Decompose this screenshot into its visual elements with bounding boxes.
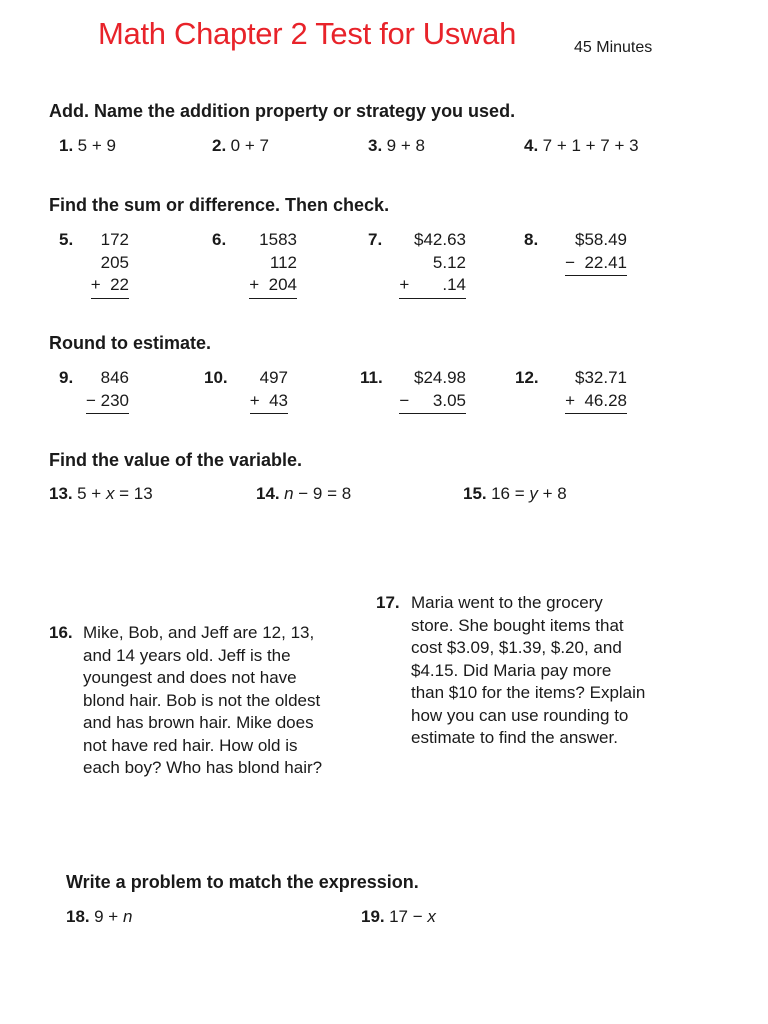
- operand: 172: [100, 230, 129, 249]
- operand: $32.71: [575, 368, 627, 387]
- operand: 112: [269, 252, 297, 272]
- problem-number: 4.: [524, 136, 539, 155]
- problem-8-stack: [565, 229, 627, 276]
- variable: x: [105, 484, 115, 503]
- problem-19: [361, 907, 436, 927]
- text-line: not have red hair. How old is: [83, 735, 298, 755]
- section-heading-write: Write a problem to match the expression.: [66, 872, 419, 892]
- expression-part: = 13: [114, 484, 153, 503]
- operand: $24.98: [414, 368, 466, 387]
- operand: $42.63: [414, 230, 466, 249]
- problem-expression: 9 + 8: [386, 136, 425, 155]
- section-heading-sum-difference: Find the sum or difference. Then check.: [49, 195, 390, 215]
- text-line: $4.15. Did Maria pay more: [411, 660, 612, 680]
- expression-part: 17 −: [389, 907, 428, 926]
- problem-number: 3.: [368, 136, 383, 155]
- operand: + 46.28: [565, 390, 627, 415]
- text-line: Mike, Bob, and Jeff are 12, 13,: [83, 623, 315, 642]
- problem-number: 15.: [463, 484, 487, 503]
- operand: 846: [100, 368, 129, 387]
- text-line: estimate to find the answer.: [411, 728, 618, 747]
- operand: − 3.05: [399, 390, 466, 415]
- operand: 497: [259, 368, 288, 387]
- section-heading-add: Add. Name the addition property or strategy you used.: [49, 101, 516, 121]
- problem-number: 19.: [361, 907, 385, 926]
- problem-12-stack: [565, 367, 627, 414]
- text-line: blond hair. Bob is not the oldest: [83, 690, 321, 710]
- problem-7-stack: [399, 229, 466, 299]
- operand: 5.12: [432, 252, 466, 272]
- problem-11-stack: [399, 367, 466, 414]
- problem-number: 13.: [49, 484, 73, 503]
- problem-number: 2.: [212, 136, 227, 155]
- problem-number-11: 11.: [360, 368, 383, 387]
- text-line: and has brown hair. Mike does: [83, 713, 314, 732]
- text-line: cost $3.09, $1.39, $.20, and: [411, 638, 622, 657]
- problem-15: [463, 484, 567, 504]
- problem-number-9: 9.: [59, 368, 74, 387]
- operand: − 230: [86, 390, 129, 415]
- problem-expression: 0 + 7: [230, 136, 269, 155]
- text-line: each boy? Who has blond hair?: [83, 758, 323, 777]
- problem-17-text: [411, 592, 645, 750]
- expression-part: + 8: [537, 484, 567, 503]
- problem-number-16: 16.: [49, 623, 73, 642]
- problem-number-8: 8.: [524, 230, 539, 249]
- operand: + .14: [399, 274, 466, 299]
- problem-expression: 5 + 9: [77, 136, 116, 155]
- text-line: Maria went to the grocery: [411, 593, 603, 612]
- expression-part: 5 +: [77, 484, 106, 503]
- problem-number-17: 17.: [376, 593, 400, 612]
- text-line: and 14 years old. Jeff is the: [83, 645, 291, 665]
- operand: + 43: [250, 390, 288, 415]
- problem-number-5: 5.: [59, 230, 74, 249]
- time-limit: 45 Minutes: [574, 39, 653, 56]
- operand: + 22: [91, 274, 129, 299]
- operand: + 204: [249, 274, 297, 299]
- expression-part: 9 +: [94, 907, 123, 926]
- problem-10-stack: [250, 367, 288, 414]
- variable: x: [427, 907, 436, 926]
- section-heading-variable: Find the value of the variable.: [49, 450, 303, 470]
- problem-number-12: 12.: [515, 368, 539, 387]
- problem-14: [256, 484, 351, 504]
- problem-number: 14.: [256, 484, 280, 503]
- problem-4: [524, 136, 639, 156]
- operand: 205: [100, 252, 129, 272]
- section-heading-round: Round to estimate.: [49, 333, 212, 353]
- variable: y: [529, 484, 538, 503]
- problem-13: [49, 484, 153, 504]
- problem-2: [212, 136, 269, 156]
- text-line: store. She bought items that: [411, 615, 624, 635]
- text-line: how you can use rounding to: [411, 705, 629, 725]
- problem-number-6: 6.: [212, 230, 227, 249]
- problem-1: [59, 136, 116, 156]
- problem-6-stack: [249, 229, 297, 299]
- variable: n: [122, 907, 133, 926]
- operand: − 22.41: [565, 252, 627, 277]
- problem-number-10: 10.: [204, 368, 228, 387]
- text-line: than $10 for the items? Explain: [411, 683, 646, 702]
- variable: n: [284, 484, 294, 503]
- problem-expression: 7 + 1 + 7 + 3: [542, 136, 639, 155]
- problem-16-text: [83, 622, 322, 780]
- problem-5-stack: [91, 229, 129, 299]
- problem-18: [66, 907, 132, 927]
- problem-number: 18.: [66, 907, 90, 926]
- text-line: youngest and does not have: [83, 668, 297, 687]
- operand: 1583: [259, 230, 297, 249]
- problem-3: [368, 136, 425, 156]
- page-title: Math Chapter 2 Test for Uswah: [98, 16, 517, 51]
- expression-part: − 9 = 8: [293, 484, 352, 503]
- problem-number: 1.: [59, 136, 74, 155]
- operand: $58.49: [575, 230, 627, 249]
- problem-number-7: 7.: [368, 230, 383, 249]
- expression-part: 16 =: [491, 484, 530, 503]
- problem-9-stack: [86, 367, 129, 414]
